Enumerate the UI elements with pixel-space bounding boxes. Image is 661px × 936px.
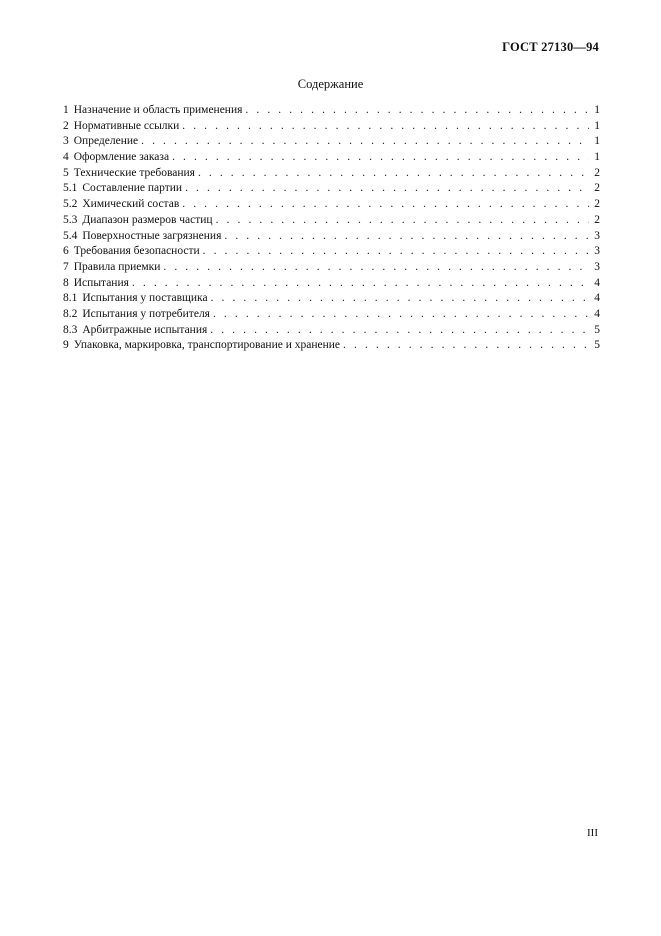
toc-entry-label: Диапазон размеров частиц — [82, 213, 213, 226]
toc-entry-label: Назначение и область применения — [73, 104, 243, 116]
toc-entry — [63, 338, 600, 354]
document-code: ГОСТ 27130—94 — [502, 40, 599, 54]
toc-entry-page: 5 — [594, 339, 600, 352]
toc-entry-number: 5.4 — [63, 229, 78, 242]
toc-entry-page: 2 — [594, 166, 600, 179]
dot-leader — [213, 307, 589, 323]
toc-entry-page: 1 — [594, 104, 600, 116]
toc-entry-label: Нормативные ссылки — [73, 119, 180, 132]
toc-entry — [63, 276, 600, 292]
dot-leader — [163, 260, 589, 276]
dot-leader — [185, 181, 589, 197]
dot-leader — [172, 150, 589, 166]
toc-entry — [63, 103, 600, 119]
toc-entry-number: 8.2 — [63, 307, 78, 320]
toc-entry-label: Арбитражные испытания — [82, 323, 208, 336]
toc-entry — [63, 323, 600, 339]
dot-leader — [203, 244, 589, 260]
toc-entry — [63, 181, 600, 197]
toc-entry-number: 5.1 — [63, 182, 78, 195]
toc-entry-number: 7 — [63, 260, 69, 273]
toc-entry-page: 3 — [594, 245, 600, 258]
toc-entry-label: Оформление заказа — [73, 151, 170, 164]
toc-entry-number: 6 — [63, 245, 69, 258]
toc-entry — [63, 197, 600, 213]
dot-leader — [132, 276, 589, 292]
toc-entry-number: 8.3 — [63, 323, 78, 336]
table-of-contents — [63, 103, 600, 354]
toc-entry — [63, 229, 600, 245]
toc-entry-number: 5.3 — [63, 213, 78, 226]
dot-leader — [245, 103, 589, 119]
toc-entry-label: Химический состав — [82, 198, 180, 211]
toc-entry-page: 1 — [594, 151, 600, 164]
toc-entry — [63, 307, 600, 323]
toc-entry-label: Испытания у поставщика — [82, 292, 208, 305]
toc-entry-label: Испытания у потребителя — [82, 307, 210, 320]
dot-leader — [210, 323, 589, 339]
dot-leader — [141, 134, 589, 150]
toc-entry-label: Технические требования — [73, 166, 195, 179]
toc-entry-label: Упаковка, маркировка, транспортирование и хранение — [73, 339, 341, 352]
toc-entry-page: 4 — [594, 292, 600, 305]
dot-leader — [198, 166, 589, 182]
toc-entry — [63, 166, 600, 182]
toc-entry-page: 2 — [594, 198, 600, 211]
dot-leader — [182, 197, 589, 213]
toc-entry — [63, 134, 600, 150]
toc-entry-page: 3 — [594, 260, 600, 273]
toc-entry-number: 8.1 — [63, 292, 78, 305]
toc-entry-number: 3 — [63, 135, 69, 148]
toc-entry-page: 2 — [594, 213, 600, 226]
toc-entry — [63, 150, 600, 166]
toc-entry — [63, 119, 600, 135]
toc-entry-page: 5 — [594, 323, 600, 336]
toc-entry-label: Составление партии — [82, 182, 183, 195]
page-number: III — [587, 827, 598, 839]
toc-entry-label: Поверхностные загрязнения — [82, 229, 222, 242]
toc-entry-number: 1 — [63, 104, 69, 116]
dot-leader — [343, 338, 589, 354]
toc-entry-number: 9 — [63, 339, 69, 352]
toc-entry-page: 2 — [594, 182, 600, 195]
toc-entry — [63, 291, 600, 307]
toc-entry-label: Испытания — [73, 276, 129, 289]
toc-entry — [63, 260, 600, 276]
dot-leader — [182, 119, 589, 135]
toc-entry-page: 3 — [594, 229, 600, 242]
toc-entry-page: 4 — [594, 307, 600, 320]
toc-entry-number: 5.2 — [63, 198, 78, 211]
toc-entry-label: Правила приемки — [73, 260, 161, 273]
toc-title: Содержание — [297, 77, 364, 91]
toc-entry — [63, 213, 600, 229]
toc-entry-label: Требования безопасности — [73, 245, 200, 258]
toc-entry-page: 1 — [594, 119, 600, 132]
toc-entry-page: 4 — [594, 276, 600, 289]
dot-leader — [224, 229, 589, 245]
dot-leader — [216, 213, 589, 229]
toc-entry — [63, 244, 600, 260]
toc-entry-number: 2 — [63, 119, 69, 132]
toc-entry-number: 8 — [63, 276, 69, 289]
toc-entry-label: Определение — [73, 135, 139, 148]
toc-entry-number: 5 — [63, 166, 69, 179]
toc-entry-number: 4 — [63, 151, 69, 164]
toc-entry-page: 1 — [594, 135, 600, 148]
dot-leader — [211, 291, 589, 307]
